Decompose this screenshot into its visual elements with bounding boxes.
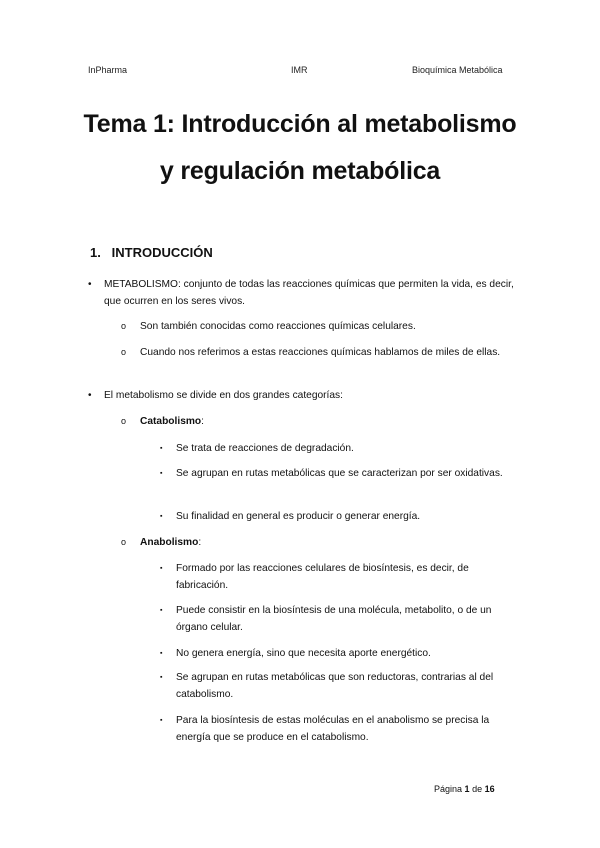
section-title: INTRODUCCIÓN: [111, 245, 213, 260]
page-total: 16: [484, 784, 495, 794]
circle-marker: o: [121, 537, 127, 547]
title-line-1: Tema 1: Introducción al metabolismo: [83, 110, 517, 138]
anabolismo-item: No genera energía, sino que necesita aporte energético.: [176, 648, 431, 659]
square-marker: ▪: [160, 513, 163, 520]
circle-marker: o: [121, 321, 127, 331]
header-right: Bioquímica Metabólica: [412, 65, 503, 75]
sub-item-miles: Cuando nos referimos a estas reacciones químicas hablamos de miles de ellas.: [140, 347, 501, 358]
circle-marker: o: [121, 416, 127, 426]
anabolismo-item: Se agrupan en rutas metabólicas que son reductoras, contrarias al del catabolismo.: [176, 672, 494, 700]
page-label: Página: [434, 784, 463, 794]
anabolismo-colon: :: [198, 537, 202, 548]
bullet-marker: •: [88, 390, 92, 401]
paragraph-categorias: El metabolismo se divide en dos grandes categorías:: [104, 390, 343, 401]
catabolismo-heading: [140, 413, 510, 430]
anabolismo-item: Puede consistir en la biosíntesis de una molécula, metabolito, o de un órgano celular.: [176, 605, 492, 633]
paragraph-metabolismo: METABOLISMO: conjunto de todas las reacciones químicas que permiten la vida, es decir, que ocurren en los seres vivos.: [104, 279, 514, 307]
square-marker: ▪: [160, 565, 163, 572]
header-center: IMR: [291, 65, 308, 75]
catabolismo-item: Su finalidad en general es producir o generar energía.: [176, 511, 421, 522]
sub-item-celulares: Son también conocidas como reacciones químicas celulares.: [140, 321, 416, 332]
catabolismo-label: Catabolismo: [140, 416, 202, 427]
anabolismo-item: Formado por las reacciones celulares de biosíntesis, es decir, de fabricación.: [176, 563, 469, 591]
header-left: InPharma: [88, 65, 128, 75]
square-marker: ▪: [160, 445, 163, 452]
page-number: [434, 784, 495, 794]
catabolismo-item: Se trata de reacciones de degradación.: [176, 443, 354, 454]
page-current: 1: [464, 784, 470, 794]
square-marker: ▪: [160, 607, 163, 614]
square-marker: ▪: [160, 717, 163, 724]
section-number: 1.: [90, 245, 101, 260]
catabolismo-item: Se agrupan en rutas metabólicas que se caracterizan por ser oxidativas.: [176, 468, 503, 479]
square-marker: ▪: [160, 674, 163, 681]
square-marker: ▪: [160, 470, 163, 477]
anabolismo-label: Anabolismo: [140, 537, 199, 548]
bullet-marker: •: [88, 279, 92, 290]
section-heading: [90, 245, 213, 260]
page-of: de: [472, 784, 483, 794]
anabolismo-item: Para la biosíntesis de estas moléculas en el anabolismo se precisa la energía que se produce en el catabolismo.: [176, 715, 490, 743]
catabolismo-colon: :: [201, 416, 204, 427]
circle-marker: o: [121, 347, 127, 357]
title-line-2: y regulación metabólica: [159, 157, 441, 185]
anabolismo-heading: [140, 534, 510, 551]
square-marker: ▪: [160, 650, 163, 657]
